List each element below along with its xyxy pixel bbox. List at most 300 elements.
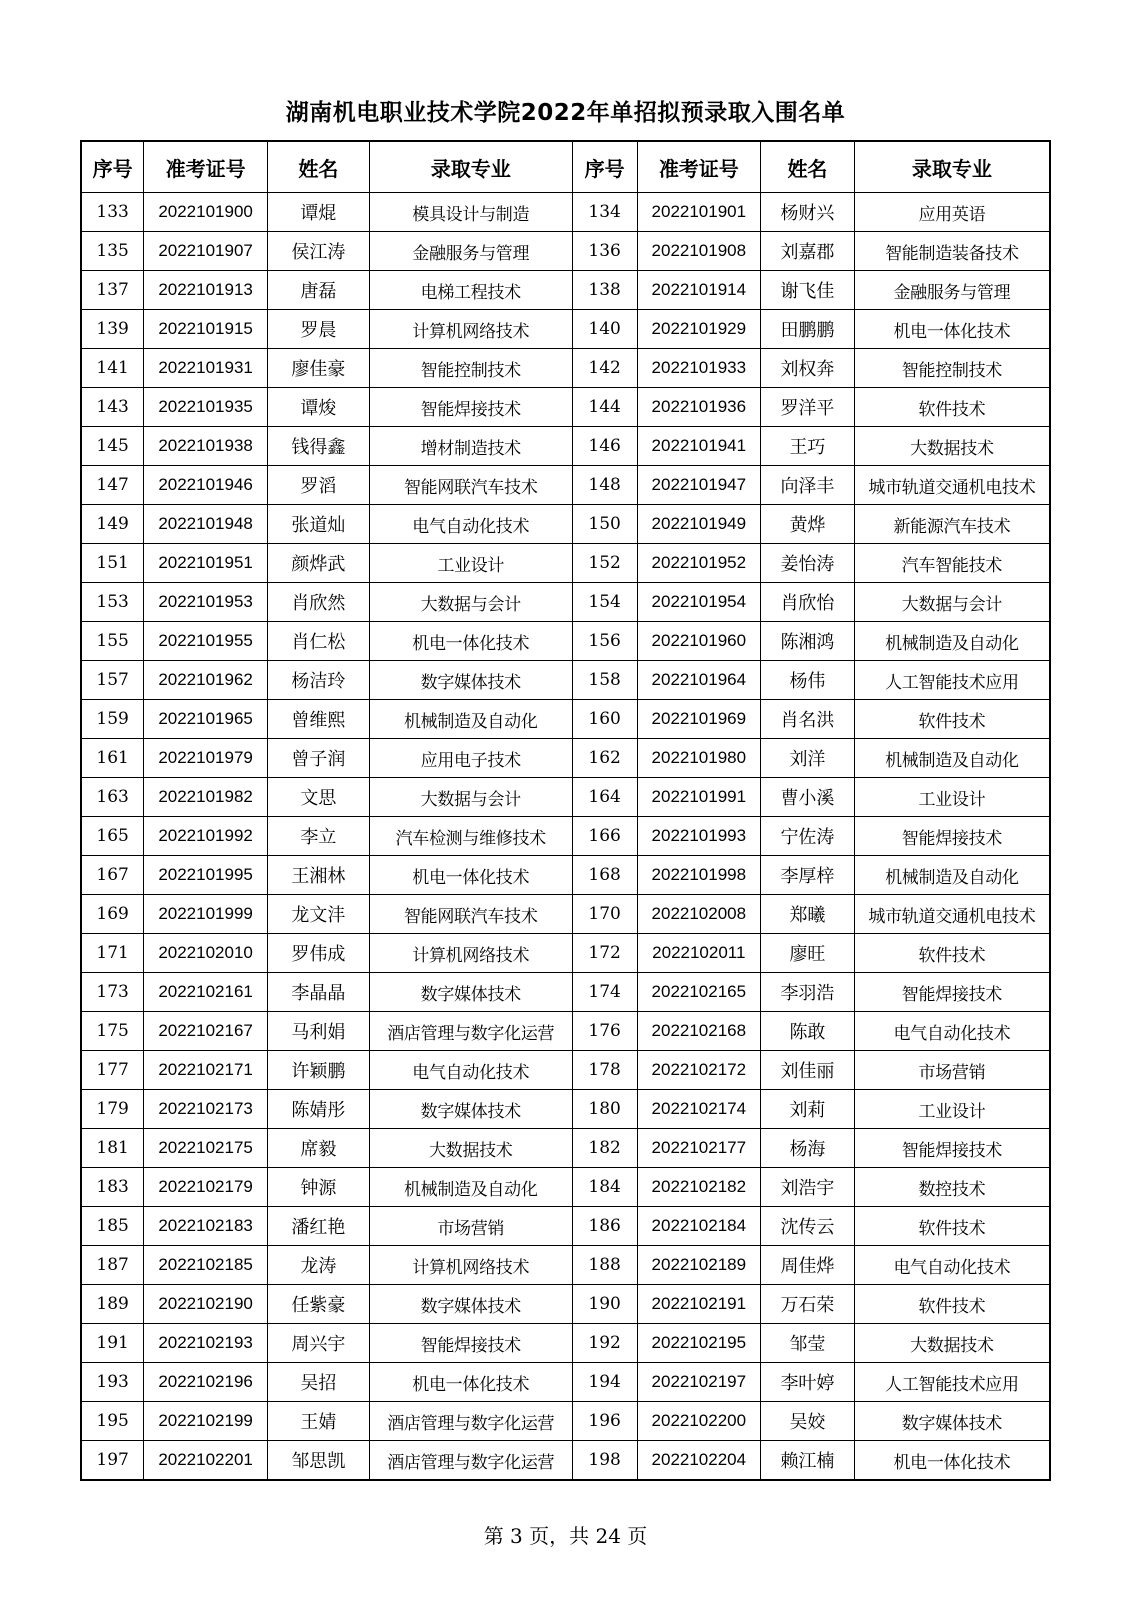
major-cell: 增材制造技术 bbox=[369, 427, 572, 466]
exam-no-cell: 2022102197 bbox=[637, 1363, 761, 1402]
major-cell: 机械制造及自动化 bbox=[369, 700, 572, 739]
table-header-row bbox=[81, 141, 1050, 193]
major-cell: 智能焊接技术 bbox=[854, 1129, 1050, 1168]
seq-cell: 191 bbox=[81, 1324, 144, 1363]
major-cell: 数控技术 bbox=[854, 1168, 1050, 1207]
name-cell: 刘嘉郡 bbox=[761, 232, 855, 271]
seq-cell: 177 bbox=[81, 1051, 144, 1090]
table-row bbox=[81, 1246, 1050, 1285]
seq-cell: 156 bbox=[572, 622, 637, 661]
seq-cell: 149 bbox=[81, 505, 144, 544]
seq-cell: 145 bbox=[81, 427, 144, 466]
seq-cell: 196 bbox=[572, 1402, 637, 1441]
seq-cell: 160 bbox=[572, 700, 637, 739]
major-cell: 机电一体化技术 bbox=[854, 310, 1050, 349]
exam-no-cell: 2022101915 bbox=[144, 310, 268, 349]
name-cell: 吴姣 bbox=[761, 1402, 855, 1441]
name-cell: 曾子润 bbox=[267, 739, 369, 778]
exam-no-cell: 2022101979 bbox=[144, 739, 268, 778]
major-cell: 智能焊接技术 bbox=[854, 973, 1050, 1012]
exam-no-cell: 2022101941 bbox=[637, 427, 761, 466]
seq-cell: 193 bbox=[81, 1363, 144, 1402]
major-cell: 大数据技术 bbox=[369, 1129, 572, 1168]
table-row bbox=[81, 1207, 1050, 1246]
table-row bbox=[81, 700, 1050, 739]
major-cell: 机电一体化技术 bbox=[854, 1441, 1050, 1481]
major-cell: 智能网联汽车技术 bbox=[369, 466, 572, 505]
name-cell: 唐磊 bbox=[267, 271, 369, 310]
major-cell: 市场营销 bbox=[854, 1051, 1050, 1090]
major-cell: 应用电子技术 bbox=[369, 739, 572, 778]
name-cell: 周佳烨 bbox=[761, 1246, 855, 1285]
name-cell: 肖欣怡 bbox=[761, 583, 855, 622]
name-cell: 廖佳豪 bbox=[267, 349, 369, 388]
header-seq: 序号 bbox=[572, 141, 637, 193]
table-row bbox=[81, 505, 1050, 544]
header-major: 录取专业 bbox=[854, 141, 1050, 193]
exam-no-cell: 2022102201 bbox=[144, 1441, 268, 1481]
major-cell: 数字媒体技术 bbox=[369, 1090, 572, 1129]
exam-no-cell: 2022101949 bbox=[637, 505, 761, 544]
major-cell: 汽车检测与维修技术 bbox=[369, 817, 572, 856]
name-cell: 王湘林 bbox=[267, 856, 369, 895]
exam-no-cell: 2022102173 bbox=[144, 1090, 268, 1129]
exam-no-cell: 2022102195 bbox=[637, 1324, 761, 1363]
exam-no-cell: 2022101938 bbox=[144, 427, 268, 466]
exam-no-cell: 2022102193 bbox=[144, 1324, 268, 1363]
table-row bbox=[81, 271, 1050, 310]
name-cell: 杨财兴 bbox=[761, 193, 855, 232]
major-cell: 机械制造及自动化 bbox=[854, 856, 1050, 895]
major-cell: 大数据与会计 bbox=[369, 778, 572, 817]
seq-cell: 190 bbox=[572, 1285, 637, 1324]
exam-no-cell: 2022101954 bbox=[637, 583, 761, 622]
name-cell: 肖名洪 bbox=[761, 700, 855, 739]
table-row bbox=[81, 1441, 1050, 1481]
seq-cell: 184 bbox=[572, 1168, 637, 1207]
exam-no-cell: 2022101947 bbox=[637, 466, 761, 505]
major-cell: 大数据技术 bbox=[854, 1324, 1050, 1363]
exam-no-cell: 2022102185 bbox=[144, 1246, 268, 1285]
seq-cell: 178 bbox=[572, 1051, 637, 1090]
seq-cell: 164 bbox=[572, 778, 637, 817]
exam-no-cell: 2022101960 bbox=[637, 622, 761, 661]
seq-cell: 169 bbox=[81, 895, 144, 934]
table-row bbox=[81, 544, 1050, 583]
exam-no-cell: 2022101955 bbox=[144, 622, 268, 661]
exam-no-cell: 2022102179 bbox=[144, 1168, 268, 1207]
header-exam-no: 准考证号 bbox=[144, 141, 268, 193]
exam-no-cell: 2022102199 bbox=[144, 1402, 268, 1441]
table-row bbox=[81, 388, 1050, 427]
name-cell: 席毅 bbox=[267, 1129, 369, 1168]
name-cell: 肖仁松 bbox=[267, 622, 369, 661]
exam-no-cell: 2022101933 bbox=[637, 349, 761, 388]
name-cell: 谭焜 bbox=[267, 193, 369, 232]
table-row bbox=[81, 583, 1050, 622]
name-cell: 罗晨 bbox=[267, 310, 369, 349]
seq-cell: 137 bbox=[81, 271, 144, 310]
name-cell: 罗伟成 bbox=[267, 934, 369, 973]
name-cell: 侯江涛 bbox=[267, 232, 369, 271]
seq-cell: 189 bbox=[81, 1285, 144, 1324]
table-row bbox=[81, 856, 1050, 895]
seq-cell: 150 bbox=[572, 505, 637, 544]
exam-no-cell: 2022101952 bbox=[637, 544, 761, 583]
table-row bbox=[81, 1051, 1050, 1090]
seq-cell: 182 bbox=[572, 1129, 637, 1168]
header-seq: 序号 bbox=[81, 141, 144, 193]
major-cell: 智能网联汽车技术 bbox=[369, 895, 572, 934]
exam-no-cell: 2022101948 bbox=[144, 505, 268, 544]
exam-no-cell: 2022101991 bbox=[637, 778, 761, 817]
major-cell: 工业设计 bbox=[369, 544, 572, 583]
name-cell: 陈湘鸿 bbox=[761, 622, 855, 661]
exam-no-cell: 2022101929 bbox=[637, 310, 761, 349]
major-cell: 智能控制技术 bbox=[369, 349, 572, 388]
name-cell: 田鹏鹏 bbox=[761, 310, 855, 349]
major-cell: 工业设计 bbox=[854, 778, 1050, 817]
major-cell: 软件技术 bbox=[854, 1285, 1050, 1324]
major-cell: 电气自动化技术 bbox=[854, 1012, 1050, 1051]
seq-cell: 165 bbox=[81, 817, 144, 856]
seq-cell: 157 bbox=[81, 661, 144, 700]
seq-cell: 151 bbox=[81, 544, 144, 583]
seq-cell: 163 bbox=[81, 778, 144, 817]
exam-no-cell: 2022101995 bbox=[144, 856, 268, 895]
major-cell: 城市轨道交通机电技术 bbox=[854, 895, 1050, 934]
seq-cell: 148 bbox=[572, 466, 637, 505]
major-cell: 电气自动化技术 bbox=[369, 1051, 572, 1090]
name-cell: 李羽浩 bbox=[761, 973, 855, 1012]
seq-cell: 153 bbox=[81, 583, 144, 622]
exam-no-cell: 2022101901 bbox=[637, 193, 761, 232]
name-cell: 刘洋 bbox=[761, 739, 855, 778]
seq-cell: 186 bbox=[572, 1207, 637, 1246]
seq-cell: 140 bbox=[572, 310, 637, 349]
seq-cell: 133 bbox=[81, 193, 144, 232]
table-body bbox=[81, 193, 1050, 1481]
major-cell: 新能源汽车技术 bbox=[854, 505, 1050, 544]
name-cell: 张道灿 bbox=[267, 505, 369, 544]
name-cell: 王巧 bbox=[761, 427, 855, 466]
exam-no-cell: 2022102200 bbox=[637, 1402, 761, 1441]
seq-cell: 195 bbox=[81, 1402, 144, 1441]
major-cell: 数字媒体技术 bbox=[369, 1285, 572, 1324]
exam-no-cell: 2022101969 bbox=[637, 700, 761, 739]
header-name: 姓名 bbox=[267, 141, 369, 193]
seq-cell: 175 bbox=[81, 1012, 144, 1051]
major-cell: 软件技术 bbox=[854, 934, 1050, 973]
table-row bbox=[81, 1402, 1050, 1441]
table-row bbox=[81, 1168, 1050, 1207]
major-cell: 城市轨道交通机电技术 bbox=[854, 466, 1050, 505]
seq-cell: 134 bbox=[572, 193, 637, 232]
seq-cell: 138 bbox=[572, 271, 637, 310]
seq-cell: 136 bbox=[572, 232, 637, 271]
name-cell: 廖旺 bbox=[761, 934, 855, 973]
table-row bbox=[81, 193, 1050, 232]
major-cell: 计算机网络技术 bbox=[369, 934, 572, 973]
major-cell: 智能焊接技术 bbox=[369, 1324, 572, 1363]
name-cell: 吴招 bbox=[267, 1363, 369, 1402]
exam-no-cell: 2022102167 bbox=[144, 1012, 268, 1051]
exam-no-cell: 2022101907 bbox=[144, 232, 268, 271]
name-cell: 李叶婷 bbox=[761, 1363, 855, 1402]
major-cell: 人工智能技术应用 bbox=[854, 661, 1050, 700]
name-cell: 颜烨武 bbox=[267, 544, 369, 583]
name-cell: 万石荣 bbox=[761, 1285, 855, 1324]
seq-cell: 154 bbox=[572, 583, 637, 622]
major-cell: 机械制造及自动化 bbox=[369, 1168, 572, 1207]
name-cell: 陈婧彤 bbox=[267, 1090, 369, 1129]
seq-cell: 185 bbox=[81, 1207, 144, 1246]
name-cell: 赖江楠 bbox=[761, 1441, 855, 1481]
major-cell: 软件技术 bbox=[854, 388, 1050, 427]
exam-no-cell: 2022102183 bbox=[144, 1207, 268, 1246]
major-cell: 机电一体化技术 bbox=[369, 1363, 572, 1402]
exam-no-cell: 2022102011 bbox=[637, 934, 761, 973]
exam-no-cell: 2022101964 bbox=[637, 661, 761, 700]
major-cell: 大数据与会计 bbox=[854, 583, 1050, 622]
name-cell: 谢飞佳 bbox=[761, 271, 855, 310]
seq-cell: 198 bbox=[572, 1441, 637, 1481]
major-cell: 模具设计与制造 bbox=[369, 193, 572, 232]
exam-no-cell: 2022101914 bbox=[637, 271, 761, 310]
seq-cell: 192 bbox=[572, 1324, 637, 1363]
major-cell: 软件技术 bbox=[854, 700, 1050, 739]
exam-no-cell: 2022101908 bbox=[637, 232, 761, 271]
seq-cell: 142 bbox=[572, 349, 637, 388]
table-row bbox=[81, 310, 1050, 349]
exam-no-cell: 2022101913 bbox=[144, 271, 268, 310]
seq-cell: 158 bbox=[572, 661, 637, 700]
exam-no-cell: 2022101999 bbox=[144, 895, 268, 934]
exam-no-cell: 2022102182 bbox=[637, 1168, 761, 1207]
name-cell: 马利娟 bbox=[267, 1012, 369, 1051]
major-cell: 金融服务与管理 bbox=[369, 232, 572, 271]
seq-cell: 179 bbox=[81, 1090, 144, 1129]
seq-cell: 159 bbox=[81, 700, 144, 739]
seq-cell: 171 bbox=[81, 934, 144, 973]
table-row bbox=[81, 895, 1050, 934]
seq-cell: 181 bbox=[81, 1129, 144, 1168]
seq-cell: 197 bbox=[81, 1441, 144, 1481]
exam-no-cell: 2022101946 bbox=[144, 466, 268, 505]
exam-no-cell: 2022102171 bbox=[144, 1051, 268, 1090]
major-cell: 酒店管理与数字化运营 bbox=[369, 1402, 572, 1441]
name-cell: 邹莹 bbox=[761, 1324, 855, 1363]
major-cell: 数字媒体技术 bbox=[369, 661, 572, 700]
exam-no-cell: 2022101992 bbox=[144, 817, 268, 856]
seq-cell: 170 bbox=[572, 895, 637, 934]
exam-no-cell: 2022102184 bbox=[637, 1207, 761, 1246]
name-cell: 潘红艳 bbox=[267, 1207, 369, 1246]
name-cell: 杨海 bbox=[761, 1129, 855, 1168]
name-cell: 黄烨 bbox=[761, 505, 855, 544]
table-row bbox=[81, 427, 1050, 466]
name-cell: 罗洋平 bbox=[761, 388, 855, 427]
seq-cell: 188 bbox=[572, 1246, 637, 1285]
table-row bbox=[81, 661, 1050, 700]
admission-table bbox=[80, 140, 1051, 1481]
name-cell: 肖欣然 bbox=[267, 583, 369, 622]
name-cell: 刘浩宇 bbox=[761, 1168, 855, 1207]
seq-cell: 144 bbox=[572, 388, 637, 427]
exam-no-cell: 2022101965 bbox=[144, 700, 268, 739]
exam-no-cell: 2022102168 bbox=[637, 1012, 761, 1051]
exam-no-cell: 2022101980 bbox=[637, 739, 761, 778]
table-row bbox=[81, 1090, 1050, 1129]
table-row bbox=[81, 1363, 1050, 1402]
exam-no-cell: 2022102172 bbox=[637, 1051, 761, 1090]
major-cell: 智能制造装备技术 bbox=[854, 232, 1050, 271]
exam-no-cell: 2022101936 bbox=[637, 388, 761, 427]
major-cell: 电梯工程技术 bbox=[369, 271, 572, 310]
name-cell: 曹小溪 bbox=[761, 778, 855, 817]
exam-no-cell: 2022102008 bbox=[637, 895, 761, 934]
exam-no-cell: 2022101962 bbox=[144, 661, 268, 700]
name-cell: 陈敢 bbox=[761, 1012, 855, 1051]
major-cell: 机械制造及自动化 bbox=[854, 739, 1050, 778]
seq-cell: 180 bbox=[572, 1090, 637, 1129]
table-row bbox=[81, 778, 1050, 817]
seq-cell: 146 bbox=[572, 427, 637, 466]
exam-no-cell: 2022102175 bbox=[144, 1129, 268, 1168]
major-cell: 大数据与会计 bbox=[369, 583, 572, 622]
seq-cell: 147 bbox=[81, 466, 144, 505]
exam-no-cell: 2022102010 bbox=[144, 934, 268, 973]
table-row bbox=[81, 232, 1050, 271]
seq-cell: 174 bbox=[572, 973, 637, 1012]
seq-cell: 167 bbox=[81, 856, 144, 895]
seq-cell: 194 bbox=[572, 1363, 637, 1402]
seq-cell: 168 bbox=[572, 856, 637, 895]
major-cell: 酒店管理与数字化运营 bbox=[369, 1441, 572, 1481]
exam-no-cell: 2022101951 bbox=[144, 544, 268, 583]
major-cell: 软件技术 bbox=[854, 1207, 1050, 1246]
exam-no-cell: 2022101998 bbox=[637, 856, 761, 895]
name-cell: 龙文沣 bbox=[267, 895, 369, 934]
table-row bbox=[81, 817, 1050, 856]
major-cell: 计算机网络技术 bbox=[369, 310, 572, 349]
major-cell: 机电一体化技术 bbox=[369, 622, 572, 661]
seq-cell: 162 bbox=[572, 739, 637, 778]
name-cell: 李晶晶 bbox=[267, 973, 369, 1012]
exam-no-cell: 2022102177 bbox=[637, 1129, 761, 1168]
major-cell: 汽车智能技术 bbox=[854, 544, 1050, 583]
name-cell: 钟源 bbox=[267, 1168, 369, 1207]
exam-no-cell: 2022102174 bbox=[637, 1090, 761, 1129]
name-cell: 邹思凯 bbox=[267, 1441, 369, 1481]
name-cell: 李厚梓 bbox=[761, 856, 855, 895]
table-row bbox=[81, 466, 1050, 505]
major-cell: 市场营销 bbox=[369, 1207, 572, 1246]
table-row bbox=[81, 622, 1050, 661]
exam-no-cell: 2022101900 bbox=[144, 193, 268, 232]
name-cell: 李立 bbox=[267, 817, 369, 856]
table-row bbox=[81, 1129, 1050, 1168]
major-cell: 工业设计 bbox=[854, 1090, 1050, 1129]
major-cell: 金融服务与管理 bbox=[854, 271, 1050, 310]
seq-cell: 152 bbox=[572, 544, 637, 583]
exam-no-cell: 2022102161 bbox=[144, 973, 268, 1012]
seq-cell: 141 bbox=[81, 349, 144, 388]
seq-cell: 183 bbox=[81, 1168, 144, 1207]
major-cell: 计算机网络技术 bbox=[369, 1246, 572, 1285]
table-row bbox=[81, 1012, 1050, 1051]
seq-cell: 139 bbox=[81, 310, 144, 349]
major-cell: 应用英语 bbox=[854, 193, 1050, 232]
table-row bbox=[81, 349, 1050, 388]
major-cell: 机械制造及自动化 bbox=[854, 622, 1050, 661]
exam-no-cell: 2022102191 bbox=[637, 1285, 761, 1324]
exam-no-cell: 2022101953 bbox=[144, 583, 268, 622]
table-row bbox=[81, 1324, 1050, 1363]
major-cell: 人工智能技术应用 bbox=[854, 1363, 1050, 1402]
exam-no-cell: 2022102190 bbox=[144, 1285, 268, 1324]
name-cell: 杨洁玲 bbox=[267, 661, 369, 700]
major-cell: 大数据技术 bbox=[854, 427, 1050, 466]
exam-no-cell: 2022101931 bbox=[144, 349, 268, 388]
seq-cell: 176 bbox=[572, 1012, 637, 1051]
name-cell: 郑曦 bbox=[761, 895, 855, 934]
major-cell: 酒店管理与数字化运营 bbox=[369, 1012, 572, 1051]
name-cell: 宁佐涛 bbox=[761, 817, 855, 856]
major-cell: 智能控制技术 bbox=[854, 349, 1050, 388]
name-cell: 许颖鹏 bbox=[267, 1051, 369, 1090]
seq-cell: 172 bbox=[572, 934, 637, 973]
name-cell: 刘权奔 bbox=[761, 349, 855, 388]
seq-cell: 166 bbox=[572, 817, 637, 856]
major-cell: 数字媒体技术 bbox=[854, 1402, 1050, 1441]
seq-cell: 155 bbox=[81, 622, 144, 661]
exam-no-cell: 2022101982 bbox=[144, 778, 268, 817]
major-cell: 智能焊接技术 bbox=[854, 817, 1050, 856]
header-name: 姓名 bbox=[761, 141, 855, 193]
name-cell: 向泽丰 bbox=[761, 466, 855, 505]
name-cell: 任紫豪 bbox=[267, 1285, 369, 1324]
header-major: 录取专业 bbox=[369, 141, 572, 193]
exam-no-cell: 2022102204 bbox=[637, 1441, 761, 1481]
table-row bbox=[81, 934, 1050, 973]
exam-no-cell: 2022102189 bbox=[637, 1246, 761, 1285]
name-cell: 刘莉 bbox=[761, 1090, 855, 1129]
name-cell: 杨伟 bbox=[761, 661, 855, 700]
table-row bbox=[81, 1285, 1050, 1324]
name-cell: 周兴宇 bbox=[267, 1324, 369, 1363]
major-cell: 机电一体化技术 bbox=[369, 856, 572, 895]
name-cell: 谭焌 bbox=[267, 388, 369, 427]
name-cell: 曾维熙 bbox=[267, 700, 369, 739]
name-cell: 罗滔 bbox=[267, 466, 369, 505]
page-footer: 第 3 页，共 24 页 bbox=[483, 1524, 648, 1548]
name-cell: 王婧 bbox=[267, 1402, 369, 1441]
exam-no-cell: 2022102196 bbox=[144, 1363, 268, 1402]
name-cell: 刘佳丽 bbox=[761, 1051, 855, 1090]
seq-cell: 173 bbox=[81, 973, 144, 1012]
major-cell: 电气自动化技术 bbox=[369, 505, 572, 544]
major-cell: 电气自动化技术 bbox=[854, 1246, 1050, 1285]
name-cell: 姜怡涛 bbox=[761, 544, 855, 583]
name-cell: 沈传云 bbox=[761, 1207, 855, 1246]
header-exam-no: 准考证号 bbox=[637, 141, 761, 193]
major-cell: 数字媒体技术 bbox=[369, 973, 572, 1012]
page-title: 湖南机电职业技术学院2022年单招拟预录取入围名单 bbox=[285, 100, 846, 126]
exam-no-cell: 2022102165 bbox=[637, 973, 761, 1012]
name-cell: 钱得鑫 bbox=[267, 427, 369, 466]
exam-no-cell: 2022101993 bbox=[637, 817, 761, 856]
